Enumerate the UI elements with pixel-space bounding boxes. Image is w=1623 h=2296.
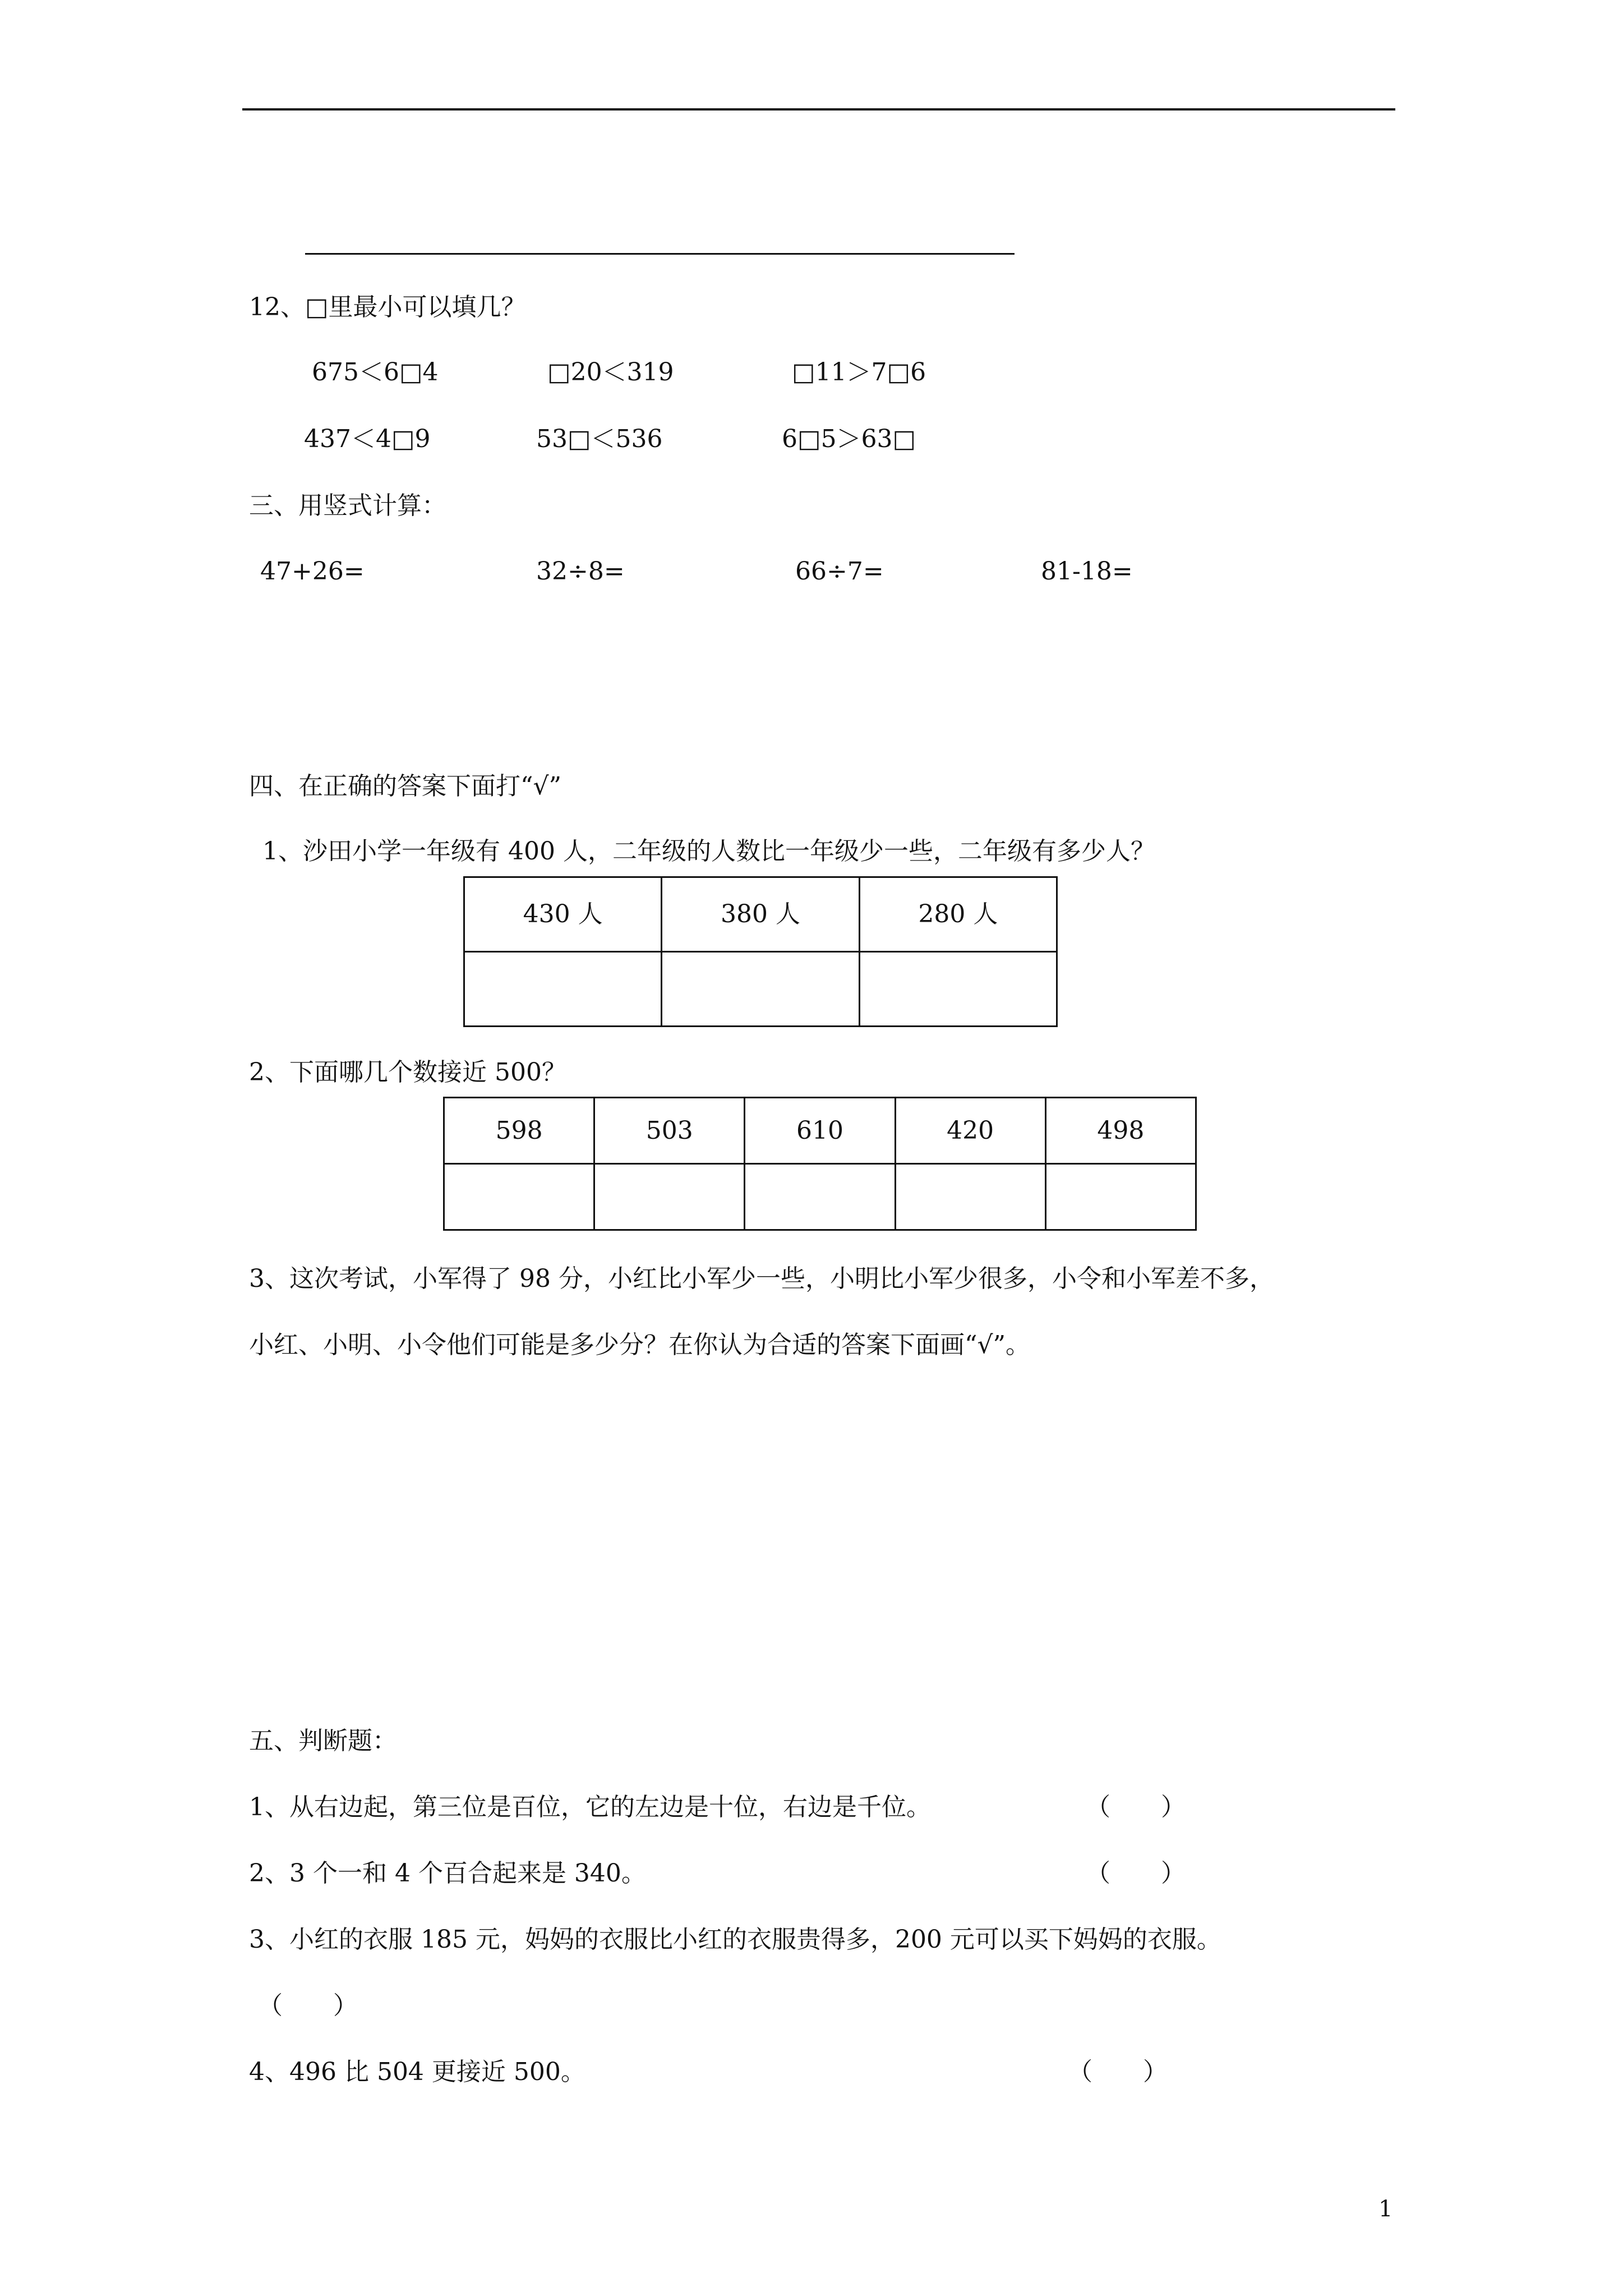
q1-answer-cell[interactable]	[662, 952, 859, 1027]
q2-answer-cell[interactable]	[1045, 1164, 1196, 1230]
q1-option: 280 人	[859, 877, 1057, 952]
judge-item: 3、小红的衣服 185 元，妈妈的衣服比小红的衣服贵得多，200 元可以买下妈妈的衣服。	[249, 1925, 1221, 1954]
judge-item: 2、3 个一和 4 个百合起来是 340。	[249, 1859, 646, 1888]
q12-item: 53□＜536	[536, 425, 663, 453]
paren-open: （	[258, 1991, 283, 2020]
q2-option: 503	[594, 1098, 745, 1164]
q2-options-table	[443, 1097, 1197, 1231]
paren-open: （	[1086, 1793, 1110, 1821]
header-rule	[242, 108, 1395, 111]
q2-option: 598	[444, 1098, 594, 1164]
q1-options-table	[463, 876, 1058, 1027]
judge-paren[interactable]	[1086, 1861, 1186, 1886]
q1-option: 380 人	[662, 877, 859, 952]
section4-q1-text: 1、沙田小学一年级有 400 人，二年级的人数比一年级少一些，二年级有多少人？	[262, 837, 1155, 866]
q2-option: 610	[745, 1098, 895, 1164]
judge-paren[interactable]	[1068, 2060, 1168, 2085]
paren-open: （	[1086, 1859, 1110, 1888]
q2-answer-cell[interactable]	[745, 1164, 895, 1230]
q12-item: 675＜6□4	[312, 358, 439, 386]
q12-title: 12、□里最小可以填几？	[249, 293, 526, 321]
paren-close: ）	[1161, 1859, 1186, 1888]
q2-option: 420	[895, 1098, 1045, 1164]
page-number: 1	[1378, 2196, 1393, 2222]
q2-answer-cell[interactable]	[594, 1164, 745, 1230]
paren-close: ）	[333, 1991, 358, 2020]
section4-q3-line1: 3、这次考试，小军得了 98 分，小红比小军少一些，小明比小军少很多，小令和小军差不多，	[249, 1264, 1274, 1293]
q1-answer-cell[interactable]	[464, 952, 662, 1027]
section4-title: 四、在正确的答案下面打“√”	[249, 772, 562, 800]
q12-item: 6□5＞63□	[782, 425, 916, 453]
q12-item: □11＞7□6	[792, 358, 926, 386]
q12-item: 437＜4□9	[304, 425, 431, 453]
judge-paren[interactable]	[1086, 1795, 1186, 1820]
section3-title: 三、用竖式计算：	[249, 491, 446, 520]
q2-option: 498	[1045, 1098, 1196, 1164]
calc-problem: 32÷8=	[536, 557, 625, 586]
section4-q2-text: 2、下面哪几个数接近 500？	[249, 1058, 566, 1087]
q1-answer-cell[interactable]	[859, 952, 1057, 1027]
calc-problem: 47+26=	[260, 557, 365, 586]
calc-problem: 81-18=	[1041, 557, 1133, 586]
section4-q3-line2: 小红、小明、小令他们可能是多少分？在你认为合适的答案下面画“√”。	[249, 1331, 1031, 1359]
q1-option: 430 人	[464, 877, 662, 952]
q2-answer-cell[interactable]	[895, 1164, 1045, 1230]
section5-title: 五、判断题：	[249, 1727, 397, 1755]
judge-paren[interactable]	[258, 1991, 358, 2020]
judge-item: 4、496 比 504 更接近 500。	[249, 2058, 585, 2086]
paren-open: （	[1068, 2058, 1092, 2086]
judge-item: 1、从右边起，第三位是百位，它的左边是十位，右边是千位。	[249, 1793, 931, 1821]
q12-item: □20＜319	[547, 358, 674, 386]
calc-problem: 66÷7=	[795, 557, 884, 586]
paren-close: ）	[1161, 1793, 1186, 1821]
q2-answer-cell[interactable]	[444, 1164, 594, 1230]
paren-close: ）	[1143, 2058, 1168, 2086]
answer-line	[305, 253, 1015, 255]
